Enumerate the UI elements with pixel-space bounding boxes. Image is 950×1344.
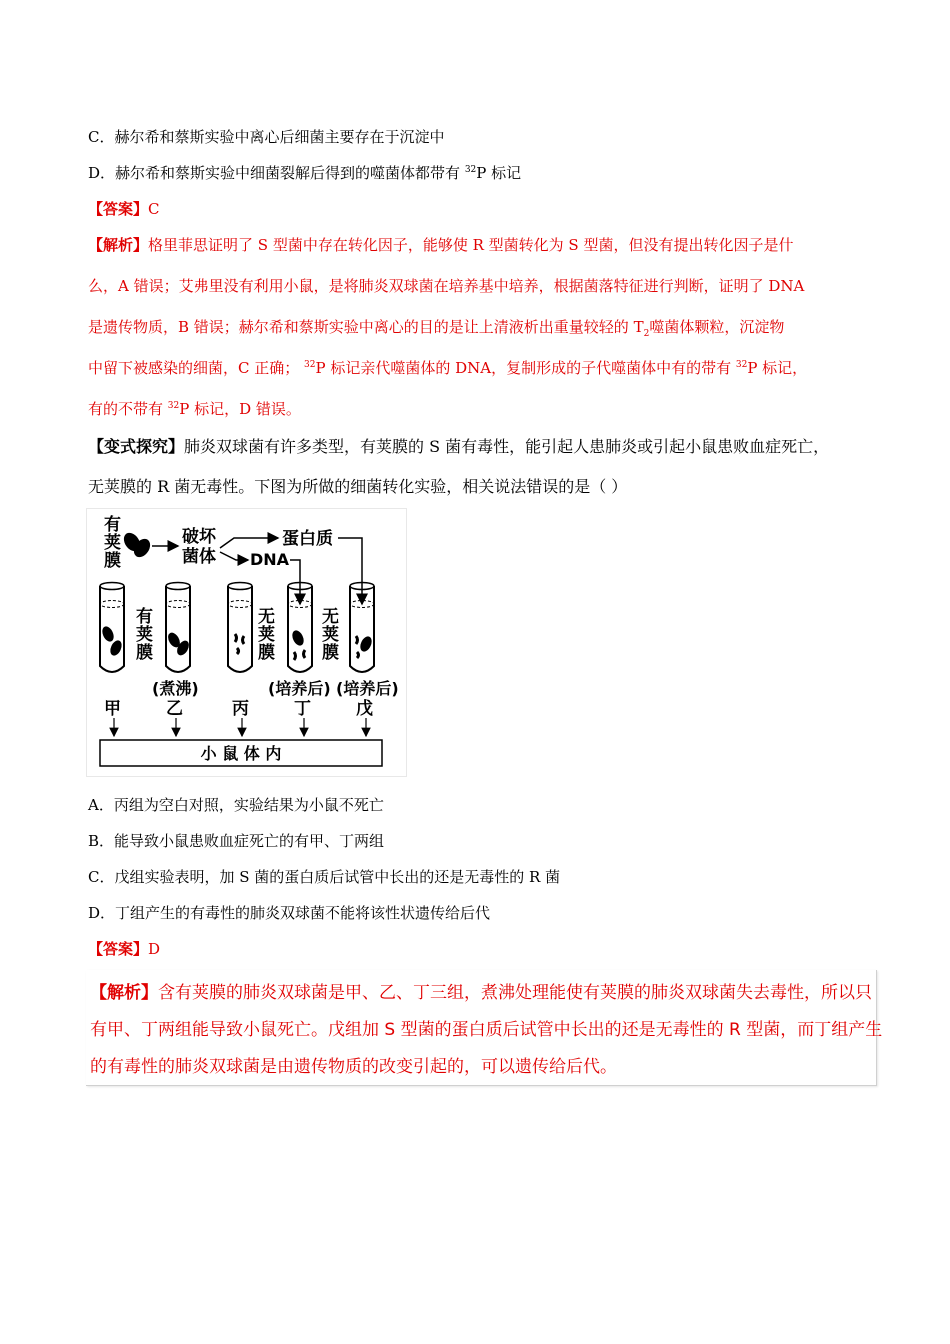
group-label-ding: 丁 [294, 699, 311, 719]
mouse-box-label: 小 鼠 体 内 [200, 744, 282, 763]
q2-option-d: D．丁组产生的有毒性的肺炎双球菌不能将该性状遗传给后代 [88, 904, 491, 922]
isotope-superscript: 32 [464, 165, 477, 175]
protein-label: 蛋白质 [282, 529, 333, 549]
q2-analysis-line-3: 的有毒性的肺炎双球菌是由遗传物质的改变引起的，可以遗传给后代。 [90, 1057, 617, 1077]
analysis-text: 有的不带有 [88, 400, 168, 418]
q2-analysis-line-2: 有甲、丁两组能导致小鼠死亡。戊组加 S 型菌的蛋白质后试管中长出的还是无毒性的 R 型菌，而丁组产生 [90, 1020, 883, 1040]
tube-wu-label-3: 膜 [322, 643, 339, 663]
test-tube-bing [228, 583, 252, 673]
q1-analysis-line-1 [88, 235, 793, 255]
q2-stem-line-1 [88, 437, 829, 457]
capsule-bacterium-icon [121, 530, 154, 560]
tube-ding-label-2: 荚 [258, 625, 275, 645]
tube-ding-label-1: 无 [258, 607, 275, 627]
tube-ding-label-3: 膜 [258, 643, 275, 663]
answer-label: 【答案】 [88, 940, 149, 958]
bacteria-transformation-figure [86, 508, 408, 778]
q2-answer [88, 939, 160, 959]
test-tube-jia [100, 583, 124, 673]
analysis-label: 【解析】 [90, 983, 158, 1003]
tube-wu-label-2: 荚 [322, 625, 339, 645]
variant-label: 【变式探究】 [88, 437, 185, 456]
analysis-text: 含有荚膜的肺炎双球菌是甲、乙、丁三组，煮沸处理能使有荚膜的肺炎双球菌失去毒性，所以只 [158, 983, 872, 1003]
tube-wu-label-1: 无 [322, 607, 339, 627]
boiled-note: (煮沸) [152, 679, 199, 698]
stem-text: 肺炎双球菌有许多类型，有荚膜的 S 菌有毒性，能引起人患肺炎或引起小鼠患败血症死亡， [184, 437, 830, 456]
figure-top-label-2: 荚 [104, 533, 121, 553]
tube-yi-label-1: 有 [136, 607, 153, 627]
answer-label: 【答案】 [88, 200, 149, 218]
answer-value: C [148, 200, 160, 218]
tube-yi-label-2: 荚 [136, 625, 153, 645]
q2-stem-line-2: 无荚膜的 R 菌无毒性。下图为所做的细菌转化实验，相关说法错误的是（ ） [88, 477, 628, 496]
analysis-text: P 标记，D 错误。 [179, 400, 301, 418]
group-label-jia: 甲 [104, 699, 121, 719]
cultured-note-wu: (培养后) [336, 679, 399, 698]
cultured-note-ding: (培养后) [268, 679, 331, 698]
dna-label: DNA [250, 550, 290, 569]
group-label-wu: 戊 [356, 699, 373, 719]
isotope-superscript: 32 [167, 401, 180, 411]
analysis-text: 中留下被感染的细菌，C 正确； [88, 359, 305, 377]
analysis-text: 噬菌体颗粒，沉淀物 [649, 318, 785, 336]
arrow [220, 552, 248, 560]
q1-analysis-line-2: 么，A 错误；艾弗里没有利用小鼠，是将肺炎双球菌在培养基中培养，根据菌落特征进行判断，证明了 DNA [88, 277, 805, 295]
q1-analysis-line-3 [88, 317, 784, 337]
q1-analysis-line-5 [88, 399, 301, 419]
isotope-superscript: 32 [735, 360, 748, 370]
q1-option-d-text-end: P 标记 [476, 164, 522, 182]
q1-option-d [88, 163, 521, 183]
q2-option-c: C．戊组实验表明，加 S 菌的蛋白质后试管中长出的还是无毒性的 R 菌 [88, 868, 561, 886]
q2-option-b: B．能导致小鼠患败血症死亡的有甲、丁两组 [88, 832, 385, 850]
figure-top-label-1: 有 [104, 515, 121, 535]
tube-yi-label-3: 膜 [136, 643, 153, 663]
analysis-text: 是遗传物质，B 错误；赫尔希和蔡斯实验中离心的目的是让上清液析出重量较轻的 T [88, 318, 644, 336]
q2-analysis-line-1 [90, 982, 872, 1004]
q1-analysis-line-4 [88, 358, 807, 378]
destroy-label-1: 破坏 [182, 527, 216, 547]
group-label-bing: 丙 [232, 699, 249, 719]
analysis-text: P 标记亲代噬菌体的 DNA，复制形成的子代噬菌体中有的带有 [315, 359, 736, 377]
destroy-label-2: 菌体 [182, 547, 216, 567]
group-label-yi: 乙 [166, 699, 183, 719]
test-tube-yi [166, 583, 192, 673]
analysis-text: P 标记， [747, 359, 808, 377]
analysis-label: 【解析】 [88, 236, 149, 254]
analysis-text: 格里菲思证明了 S 型菌中存在转化因子，能够使 R 型菌转化为 S 型菌，但没有提出转化因子是什 [148, 236, 794, 254]
q2-option-a: A．丙组为空白对照，实验结果为小鼠不死亡 [88, 796, 384, 814]
q1-option-c: C．赫尔希和蔡斯实验中离心后细菌主要存在于沉淀中 [88, 128, 445, 146]
answer-value: D [148, 940, 161, 958]
arrow [220, 538, 278, 548]
q1-answer [88, 199, 160, 219]
subscript: 2 [643, 329, 650, 339]
isotope-superscript: 32 [304, 360, 316, 370]
figure-top-label-3: 膜 [104, 551, 121, 571]
q2-analysis-box [86, 970, 883, 1086]
q1-option-d-text: D．赫尔希和蔡斯实验中细菌裂解后得到的噬菌体都带有 [88, 164, 465, 182]
